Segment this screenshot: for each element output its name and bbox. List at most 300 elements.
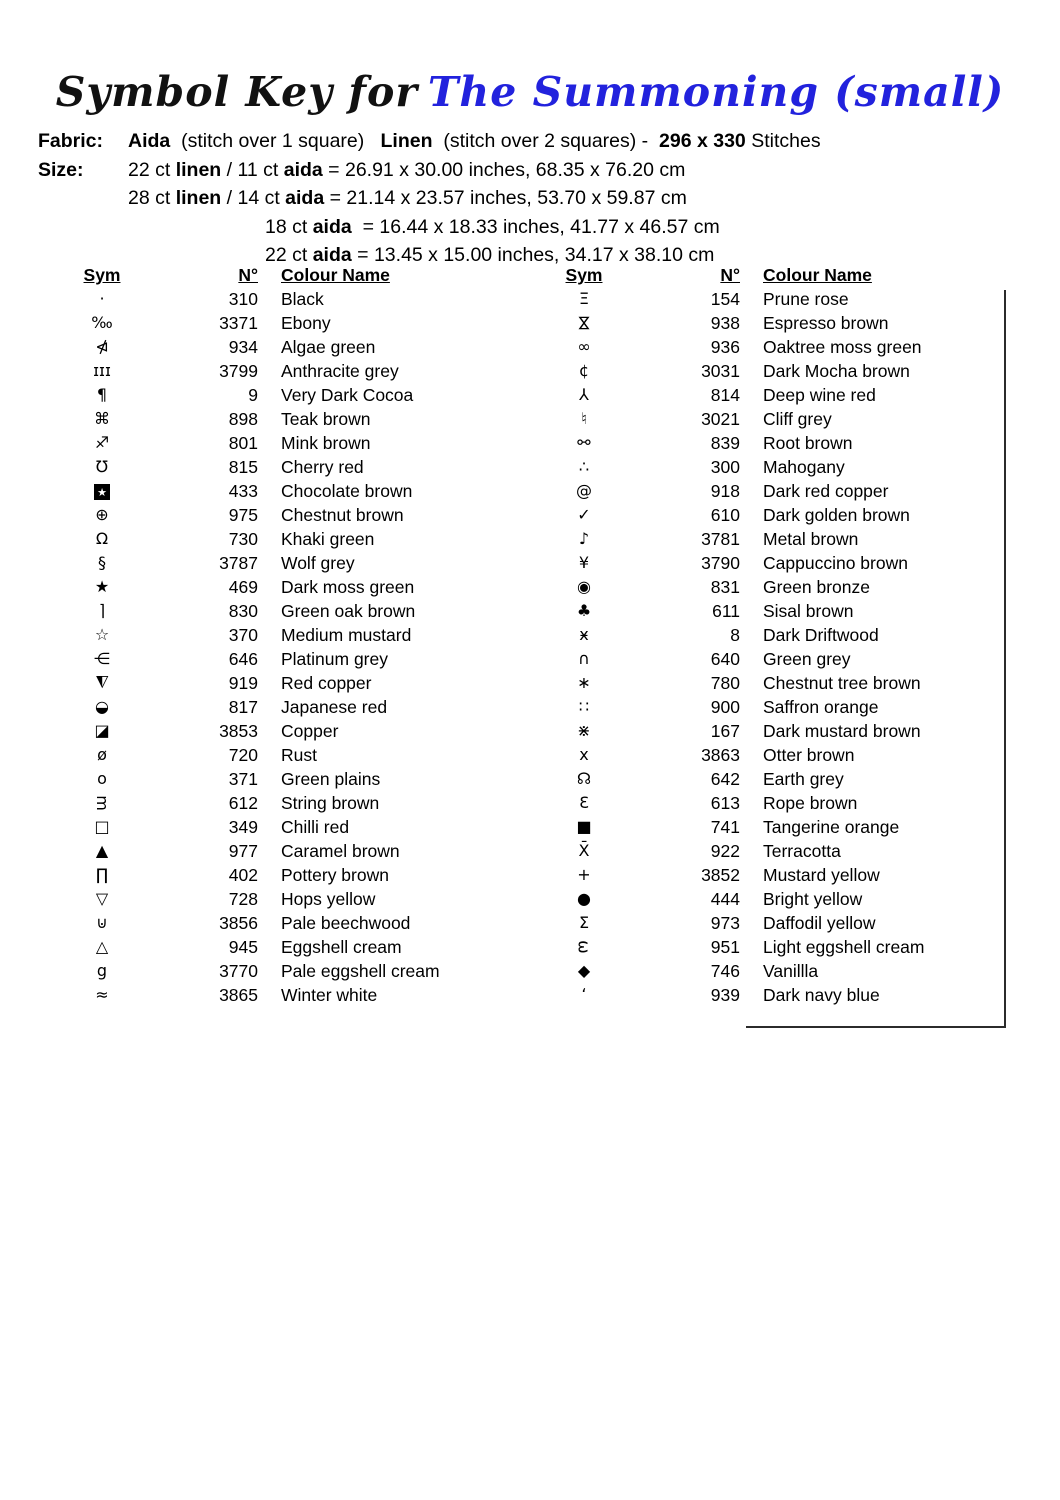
- stitch-symbol: ☊: [576, 769, 592, 788]
- key-row: [58, 311, 530, 335]
- number-cell: 8: [730, 625, 740, 645]
- key-row: [58, 911, 530, 935]
- colour-name-cell: Dark golden brown: [763, 505, 910, 525]
- symbol-cell: [540, 791, 628, 815]
- colour-name-cell: Medium mustard: [281, 625, 412, 645]
- symbol-cell: [540, 911, 628, 935]
- key-header-number-label: N°: [238, 265, 258, 285]
- symbol-cell: [540, 503, 628, 527]
- symbol-cell: [540, 407, 628, 431]
- colour-name-cell: Green bronze: [763, 577, 871, 597]
- symbol-cell: [58, 335, 146, 359]
- key-row: [540, 791, 1005, 815]
- number-cell: 3856: [219, 913, 258, 933]
- number-cell: 918: [710, 481, 740, 501]
- key-row: [540, 359, 1005, 383]
- stitch-symbol: o: [97, 769, 107, 788]
- colour-name-cell: Pale beechwood: [281, 913, 411, 933]
- key-row: [540, 503, 1005, 527]
- symbol-cell: [540, 335, 628, 359]
- key-row: [540, 863, 1005, 887]
- colour-name-cell: Prune rose: [763, 289, 849, 309]
- key-row: [58, 791, 530, 815]
- number-cell: 646: [228, 649, 258, 669]
- colour-name-cell: Algae green: [281, 337, 376, 357]
- key-row: [540, 719, 1005, 743]
- key-row: [58, 455, 530, 479]
- key-row: [540, 671, 1005, 695]
- stitch-symbol: ≈: [95, 985, 109, 1004]
- symbol-cell: [540, 983, 628, 1007]
- stitch-symbol: ♮: [581, 409, 587, 428]
- symbol-cell: [58, 479, 146, 503]
- number-cell: 610: [710, 505, 740, 525]
- key-header-number: [628, 263, 740, 287]
- stitch-symbol: ✓: [577, 505, 591, 524]
- number-cell: 3781: [701, 529, 740, 549]
- key-row: [58, 431, 530, 455]
- stitch-symbol: ☆: [94, 625, 110, 644]
- number-cell: 433: [228, 481, 258, 501]
- number-cell: 977: [228, 841, 258, 861]
- symbol-cell: [58, 287, 146, 311]
- key-row: [58, 983, 530, 1007]
- stitch-symbol: ℧: [95, 457, 109, 476]
- text-segment: 22 ct: [265, 244, 313, 266]
- text-segment: Aida: [128, 130, 171, 152]
- size-label: Size:: [38, 158, 84, 181]
- stitch-symbol: x: [579, 745, 589, 764]
- symbol-cell: [58, 431, 146, 455]
- key-header-sym-label: Sym: [83, 265, 121, 285]
- colour-name-cell: Dark red copper: [763, 481, 889, 501]
- number-cell: 3371: [219, 313, 258, 333]
- colour-name-cell: Wolf grey: [281, 553, 355, 573]
- number-cell: 3853: [219, 721, 258, 741]
- colour-name-cell: Black: [281, 289, 324, 309]
- colour-name-cell: Japanese red: [281, 697, 388, 717]
- key-row: [58, 863, 530, 887]
- colour-name-cell: Mahogany: [763, 457, 845, 477]
- symbol-cell: [58, 407, 146, 431]
- symbol-cell: [540, 599, 628, 623]
- symbol-cell: [540, 287, 628, 311]
- size-block: [38, 156, 821, 270]
- colour-name-cell: Winter white: [281, 985, 378, 1005]
- key-column-right: [540, 263, 1005, 1007]
- symbol-cell: [58, 983, 146, 1007]
- colour-name-cell: Eggshell cream: [281, 937, 402, 957]
- symbol-cell: [58, 863, 146, 887]
- symbol-cell: [58, 527, 146, 551]
- key-row: [58, 359, 530, 383]
- key-row: [540, 911, 1005, 935]
- colour-name-cell: Chocolate brown: [281, 481, 413, 501]
- number-cell: 919: [228, 673, 258, 693]
- colour-name-cell: Copper: [281, 721, 339, 741]
- number-cell: 370: [228, 625, 258, 645]
- key-row: [540, 479, 1005, 503]
- colour-name-cell: Pale eggshell cream: [281, 961, 440, 981]
- symbol-cell: [540, 575, 628, 599]
- key-row: [540, 887, 1005, 911]
- colour-name-cell: Otter brown: [763, 745, 855, 765]
- colour-name-cell: Espresso brown: [763, 313, 889, 333]
- number-cell: 371: [228, 769, 258, 789]
- text-segment: linen: [175, 187, 222, 209]
- key-row: [540, 815, 1005, 839]
- stitch-symbol: X̄: [578, 841, 590, 860]
- text-segment: = 16.44 x 18.33 inches, 41.77 x 46.57 cm: [351, 215, 720, 238]
- key-row: [540, 767, 1005, 791]
- key-row: [58, 695, 530, 719]
- key-row: [58, 719, 530, 743]
- stitch-symbol: ◉: [577, 577, 591, 596]
- stitch-symbol: ♐: [94, 433, 110, 452]
- colour-name-cell: Tangerine orange: [763, 817, 900, 837]
- stitch-symbol: §: [98, 553, 106, 572]
- size-line-text: [128, 156, 685, 185]
- key-border-bottom: [746, 1026, 1006, 1028]
- number-cell: 939: [710, 985, 740, 1005]
- symbol-cell: [58, 599, 146, 623]
- colour-name-cell: Rope brown: [763, 793, 858, 813]
- stitch-symbol: ø: [97, 745, 107, 764]
- colour-name-cell: Chestnut tree brown: [763, 673, 921, 693]
- colour-name-cell: Daffodil yellow: [763, 913, 876, 933]
- colour-name-cell: Red copper: [281, 673, 372, 693]
- size-label: [38, 184, 128, 213]
- colour-name-cell: Cappuccino brown: [763, 553, 908, 573]
- stitch-symbol: Ω: [95, 529, 109, 548]
- number-cell: 167: [710, 721, 740, 741]
- number-cell: 934: [228, 337, 258, 357]
- symbol-cell: [540, 431, 628, 455]
- key-row: [540, 455, 1005, 479]
- stitch-symbol: ◆: [577, 961, 591, 980]
- symbol-cell: [58, 887, 146, 911]
- symbol-cell: [58, 815, 146, 839]
- stitch-symbol: ¥: [578, 553, 590, 572]
- stitch-symbol: Ξ: [578, 289, 590, 308]
- symbol-cell: [540, 695, 628, 719]
- stitch-symbol: ★: [94, 577, 110, 596]
- number-cell: 3865: [219, 985, 258, 1005]
- key-row: [58, 503, 530, 527]
- symbol-cell: [58, 647, 146, 671]
- colour-name-cell: Light eggshell cream: [763, 937, 925, 957]
- key-header-row: [58, 263, 530, 287]
- colour-name-cell: Sisal brown: [763, 601, 854, 621]
- symbol-cell: [58, 383, 146, 407]
- number-cell: 922: [710, 841, 740, 861]
- colour-name-cell: Dark navy blue: [763, 985, 880, 1005]
- key-row: [58, 839, 530, 863]
- stitch-symbol: ★: [94, 484, 110, 500]
- text-segment: (stitch over 2 squares) -: [432, 130, 660, 152]
- symbol-cell: [540, 311, 628, 335]
- symbol-cell: [58, 959, 146, 983]
- stitch-symbol: ◪: [94, 721, 110, 740]
- text-segment: Stitches: [745, 130, 821, 152]
- number-cell: 730: [228, 529, 258, 549]
- colour-name-cell: Platinum grey: [281, 649, 388, 669]
- number-cell: 3021: [701, 409, 740, 429]
- colour-name-cell: Pottery brown: [281, 865, 389, 885]
- number-cell: 900: [710, 697, 740, 717]
- key-row: [540, 839, 1005, 863]
- number-cell: 310: [228, 289, 258, 309]
- meta-block: [38, 127, 821, 270]
- symbol-cell: [58, 671, 146, 695]
- size-line: [38, 213, 821, 242]
- number-cell: 936: [710, 337, 740, 357]
- symbol-cell: [540, 815, 628, 839]
- key-header-colour-name: [258, 263, 530, 287]
- symbol-cell: [58, 623, 146, 647]
- stitch-symbol: Σ: [578, 913, 590, 932]
- colour-name-cell: Teak brown: [281, 409, 371, 429]
- number-cell: 817: [228, 697, 258, 717]
- number-cell: 780: [710, 673, 740, 693]
- symbol-cell: [58, 455, 146, 479]
- key-row: [58, 743, 530, 767]
- key-header-colour-name-label: Colour Name: [763, 265, 872, 285]
- colour-name-cell: Root brown: [763, 433, 853, 453]
- text-segment: aida: [285, 187, 325, 209]
- title-accent: The Summoning (small): [427, 68, 1005, 116]
- number-cell: 3852: [701, 865, 740, 885]
- colour-name-cell: Anthracite grey: [281, 361, 399, 381]
- key-row: [540, 623, 1005, 647]
- text-segment: Linen: [380, 130, 433, 152]
- key-row: [540, 575, 1005, 599]
- number-cell: 945: [228, 937, 258, 957]
- stitch-symbol: ♣: [576, 601, 592, 620]
- key-header-sym: [58, 263, 146, 287]
- symbol-cell: [540, 863, 628, 887]
- symbol-cell: [540, 359, 628, 383]
- key-row: [540, 647, 1005, 671]
- key-row: [58, 335, 530, 359]
- text-segment: aida: [312, 244, 352, 266]
- key-row: [58, 527, 530, 551]
- stitch-symbol: ⌘: [94, 409, 110, 428]
- number-cell: 154: [710, 289, 740, 309]
- stitch-symbol: ∩: [578, 649, 590, 668]
- key-row: [58, 815, 530, 839]
- text-segment: / 11 ct: [221, 158, 284, 181]
- number-cell: 975: [228, 505, 258, 525]
- text-segment: = 21.14 x 23.57 inches, 53.70 x 59.87 cm: [324, 187, 687, 209]
- text-segment: aida: [312, 215, 352, 238]
- colour-name-cell: Chestnut brown: [281, 505, 404, 525]
- symbol-cell: [540, 767, 628, 791]
- stitch-symbol: ·: [99, 289, 105, 308]
- key-header-colour-name: [740, 263, 1005, 287]
- symbol-cell: [540, 479, 628, 503]
- symbol-cell: [540, 455, 628, 479]
- symbol-cell: [58, 359, 146, 383]
- number-cell: 3799: [219, 361, 258, 381]
- stitch-symbol: ⊍: [96, 913, 108, 932]
- symbol-cell: [540, 743, 628, 767]
- stitch-symbol: ♪: [578, 529, 590, 548]
- stitch-symbol: ◒: [95, 697, 109, 716]
- stitch-symbol: ∴: [578, 457, 590, 476]
- key-row: [58, 551, 530, 575]
- number-cell: 973: [710, 913, 740, 933]
- stitch-symbol: ⌉: [98, 601, 106, 620]
- symbol-cell: [540, 959, 628, 983]
- stitch-symbol: ∏: [95, 865, 109, 884]
- text-segment: = 13.45 x 15.00 inches, 34.17 x 38.10 cm: [351, 244, 715, 266]
- colour-name-cell: Hops yellow: [281, 889, 376, 909]
- key-row: [58, 479, 530, 503]
- stitch-symbol: ●: [577, 889, 591, 908]
- symbol-cell: [540, 551, 628, 575]
- stitch-symbol: Ɛ: [579, 793, 589, 812]
- colour-name-cell: Cherry red: [281, 457, 364, 477]
- text-segment: 22 ct: [128, 158, 176, 181]
- fabric-line: [38, 127, 821, 156]
- key-row: [58, 407, 530, 431]
- symbol-cell: [58, 767, 146, 791]
- number-cell: 951: [710, 937, 740, 957]
- key-row: [540, 959, 1005, 983]
- stitch-symbol: □: [94, 817, 110, 836]
- number-cell: 938: [710, 313, 740, 333]
- size-line-text: [128, 213, 720, 242]
- symbol-cell: [540, 671, 628, 695]
- number-cell: 728: [228, 889, 258, 909]
- number-cell: 3863: [701, 745, 740, 765]
- stitch-symbol: ⊕: [95, 505, 109, 524]
- stitch-symbol: ⋪: [95, 337, 109, 356]
- key-row: [540, 311, 1005, 335]
- key-row: [540, 527, 1005, 551]
- number-cell: 801: [228, 433, 258, 453]
- stitch-symbol: ʻ: [581, 985, 587, 1004]
- text-segment: aida: [283, 158, 323, 181]
- symbol-cell: [540, 623, 628, 647]
- number-cell: 612: [228, 793, 258, 813]
- text-segment: / 14 ct: [221, 187, 286, 209]
- key-row: [58, 287, 530, 311]
- colour-name-cell: Oaktree moss green: [763, 337, 922, 357]
- text-segment: linen: [175, 158, 222, 181]
- key-header-number: [146, 263, 258, 287]
- text-segment: 28 ct: [128, 187, 176, 209]
- stitch-symbol: ¶: [96, 385, 108, 404]
- colour-name-cell: Green grey: [763, 649, 851, 669]
- stitch-symbol: ‰: [91, 313, 113, 332]
- number-cell: 300: [710, 457, 740, 477]
- colour-name-cell: Terracotta: [763, 841, 841, 861]
- symbol-cell: [540, 887, 628, 911]
- key-header-number-label: N°: [720, 265, 740, 285]
- number-cell: 741: [710, 817, 740, 837]
- number-cell: 898: [228, 409, 258, 429]
- key-row: [540, 287, 1005, 311]
- key-border-vertical: [1004, 290, 1006, 1027]
- stitch-symbol: ⋲: [94, 649, 110, 668]
- key-row: [540, 935, 1005, 959]
- colour-name-cell: Dark moss green: [281, 577, 415, 597]
- stitch-symbol: ∷: [578, 697, 590, 716]
- stitch-symbol: ◮: [95, 674, 109, 693]
- symbol-cell: [58, 839, 146, 863]
- number-cell: 9: [248, 385, 258, 405]
- stitch-symbol: ▲: [95, 841, 109, 860]
- key-row: [58, 647, 530, 671]
- number-cell: 611: [712, 601, 740, 621]
- stitch-symbol: ∗: [577, 673, 591, 692]
- key-row: [540, 383, 1005, 407]
- stitch-symbol: ▽: [95, 889, 109, 908]
- stitch-symbol: ⋈: [575, 315, 594, 331]
- colour-name-cell: Mink brown: [281, 433, 371, 453]
- stitch-symbol: △: [95, 937, 109, 956]
- number-cell: 839: [710, 433, 740, 453]
- text-segment: = 26.91 x 30.00 inches, 68.35 x 76.20 cm: [322, 158, 686, 181]
- colour-name-cell: Caramel brown: [281, 841, 400, 861]
- symbol-cell: [58, 503, 146, 527]
- colour-name-cell: Green plains: [281, 769, 381, 789]
- number-cell: 3787: [219, 553, 258, 573]
- key-row: [540, 407, 1005, 431]
- number-cell: 613: [710, 793, 740, 813]
- number-cell: 3770: [219, 961, 258, 981]
- symbol-cell: [540, 527, 628, 551]
- number-cell: 640: [710, 649, 740, 669]
- stitch-symbol: m: [93, 795, 112, 811]
- number-cell: 720: [228, 745, 258, 765]
- symbol-cell: [58, 791, 146, 815]
- stitch-symbol: +: [577, 865, 591, 884]
- number-cell: 444: [710, 889, 740, 909]
- fabric-label: Fabric:: [38, 130, 104, 152]
- stitch-symbol: ■: [576, 817, 592, 836]
- colour-name-cell: String brown: [281, 793, 380, 813]
- number-cell: 642: [710, 769, 740, 789]
- stitch-symbol: ¢: [578, 361, 590, 380]
- key-row: [540, 551, 1005, 575]
- key-row: [58, 599, 530, 623]
- stitch-symbol: ⚯: [577, 433, 591, 452]
- symbol-cell: [58, 719, 146, 743]
- key-row: [540, 983, 1005, 1007]
- key-row: [540, 599, 1005, 623]
- key-row: [58, 959, 530, 983]
- colour-name-cell: Bright yellow: [763, 889, 863, 909]
- number-cell: 402: [228, 865, 258, 885]
- stitch-symbol: ɪɪɪ: [93, 361, 111, 380]
- key-header-colour-name-label: Colour Name: [281, 265, 390, 285]
- colour-name-cell: Rust: [281, 745, 317, 765]
- colour-name-cell: Green oak brown: [281, 601, 416, 621]
- key-row: [58, 623, 530, 647]
- symbol-cell: [540, 383, 628, 407]
- colour-name-cell: Very Dark Cocoa: [281, 385, 414, 405]
- symbol-cell: [58, 311, 146, 335]
- key-row: [58, 767, 530, 791]
- number-cell: 831: [710, 577, 740, 597]
- colour-name-cell: Khaki green: [281, 529, 375, 549]
- colour-name-cell: Dark Mocha brown: [763, 361, 910, 381]
- size-line: [38, 184, 821, 213]
- number-cell: 3790: [701, 553, 740, 573]
